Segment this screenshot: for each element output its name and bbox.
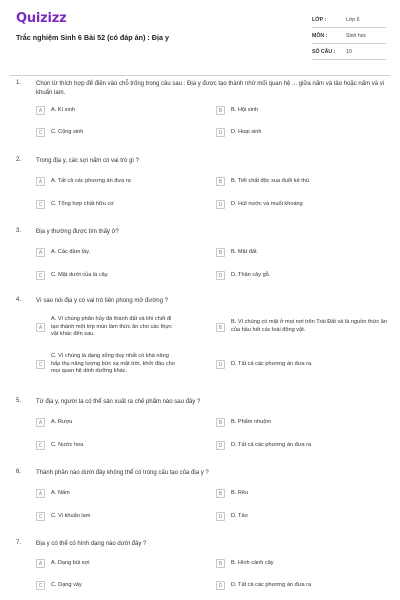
option-c[interactable] [36,200,114,209]
question-text: Địa y có thể có hình dạng nào dưới đây ? [36,541,147,547]
option-letter-box: D [216,128,225,137]
option-d[interactable] [216,200,303,209]
meta-value: Sinh học [346,32,367,39]
option-letter-box: C [36,512,45,521]
option-text: A. Kí sinh [51,106,75,113]
option-d[interactable] [216,512,248,521]
question-text: Địa y thường được tìm thấy ở? [36,229,119,235]
meta-key: MÔN : [312,32,328,39]
option-text: B. Rêu [231,489,249,496]
option-text: B. Hội sinh [231,106,259,113]
option-a[interactable] [36,248,90,257]
meta-key: LỚP : [312,16,327,23]
option-letter-box: D [216,360,225,369]
option-text: B. Phẩm nhuộm [231,418,272,425]
option-letter-box: C [36,200,45,209]
option-text: D. Tất cả các phương án đưa ra [231,441,312,448]
meta-value: Lớp 6 [346,16,360,23]
question-text: Trong địa y, các sợi nấm có vai trò gì ? [36,158,139,164]
meta-value: 10 [346,48,352,55]
question-number: 2. [16,157,22,163]
option-letter-box: A [36,418,45,427]
option-letter-box: C [36,128,45,137]
option-letter-box: A [36,323,45,332]
option-text: B. Mặt đất. [231,248,259,255]
option-letter-box: A [36,489,45,498]
option-d[interactable] [216,128,261,137]
option-letter-box: A [36,106,45,115]
option-b[interactable] [216,319,389,334]
option-text: D. Tảo [231,512,248,519]
option-letter-box: D [216,512,225,521]
option-a[interactable] [36,177,131,186]
option-b[interactable] [216,106,258,115]
option-b[interactable] [216,177,309,186]
question-number: 1. [16,80,22,86]
option-letter-box: B [216,418,225,427]
question-number: 3. [16,228,22,234]
option-c[interactable] [36,441,83,450]
option-text: C. Vì chúng là dạng sống duy nhất có khả năng hấp thụ năng lượng bức xạ mặt trời, khởi đầu cho mọi quan hệ dinh dưỡng khác. [51,353,175,375]
option-letter-box: A [36,248,45,257]
option-c[interactable] [36,271,109,280]
option-letter-box: B [216,248,225,257]
question-text: Chọn từ thích hợp để điền vào chỗ trống trong câu sau : Địa y được tạo thành nhờ mối quan hệ ... giữa nấm và tảo hoặc nấm và vi khuẩn lam. [36,81,385,96]
option-text: D. Tất cả các phương án đưa ra [231,581,312,588]
meta-key: SỐ CÂU : [312,48,336,55]
option-letter-box: B [216,489,225,498]
option-letter-box: B [216,559,225,568]
meta-row-class [312,12,386,28]
question-number: 7. [16,540,22,546]
question-number: 5. [16,398,22,404]
option-b[interactable] [216,248,258,257]
option-letter-box: A [36,177,45,186]
option-text: D. Hút nước và muối khoáng [231,200,303,207]
option-text: D. Thân cây gỗ. [231,271,271,278]
meta-row-subject [312,28,386,44]
option-a[interactable] [36,106,75,115]
option-text: A. Nấm [51,489,70,496]
option-b[interactable] [216,489,248,498]
option-c[interactable] [36,512,90,521]
quizizz-logo: Quizizz [16,11,67,26]
option-text: C. Nước hoa [51,441,84,448]
option-text: A. Tất cả các phương án đưa ra [51,177,131,184]
option-b[interactable] [216,559,274,568]
option-letter-box: C [36,581,45,590]
question-number: 6. [16,469,22,475]
question-text: Thành phần nào dưới đây không thể có trong cấu tạo của địa y ? [36,470,209,476]
option-b[interactable] [216,418,271,427]
option-text: A. Các đầm lầy. [51,248,91,255]
option-text: A. Dạng búi sợi [51,559,90,566]
option-d[interactable] [216,581,311,590]
question-number: 4. [16,297,22,303]
option-d[interactable] [216,271,270,280]
option-text: C. Mặt dưới của lá cây. [51,271,109,278]
option-text: C. Dạng vảy [51,581,82,588]
question-text: Vì sao nói địa y có vai trò tiên phong mở đường ? [36,298,168,304]
option-letter-box: C [36,441,45,450]
option-text: B. Vì chúng có mặt ở mọi nơi trên Trái Đất và là nguồn thức ăn của hầu hết các loài động vật. [231,319,387,333]
option-d[interactable] [216,360,313,369]
option-text: C. Cộng sinh [51,128,84,135]
option-a[interactable] [36,316,177,339]
option-letter-box: A [36,559,45,568]
option-letter-box: D [216,271,225,280]
header-divider [10,75,390,76]
option-text: B. Hình cành cây [231,559,274,566]
option-text: B. Tiết chất độc xua đuổi kẻ thù [231,177,310,184]
option-text: C. Vi khuẩn lam [51,512,91,519]
option-letter-box: C [36,271,45,280]
page-title: Trắc nghiệm Sinh 6 Bài 52 (có đáp án) : Địa y [16,33,169,42]
meta-table [312,12,386,60]
option-c[interactable] [36,128,83,137]
option-letter-box: B [216,106,225,115]
option-c[interactable] [36,353,177,376]
question-text: Từ địa y, người ta có thể sản xuất ra chế phẩm nào sau đây ? [36,399,201,405]
option-letter-box: D [216,200,225,209]
option-letter-box: B [216,323,225,332]
option-text: A. Rượu [51,418,73,425]
option-letter-box: B [216,177,225,186]
option-a[interactable] [36,418,72,427]
option-letter-box: D [216,581,225,590]
option-text: A. Vì chúng phân hủy đá thành đất và khi chết đi tạo thành một lớp mùn làm thức ăn cho các thực vật khác đến sau. [51,316,172,338]
option-text: D. Hoại sinh [231,128,262,135]
meta-row-count [312,44,386,60]
option-d[interactable] [216,441,311,450]
option-text: D. Tất cả các phương án đưa ra. [231,360,313,367]
option-text: C. Tổng hợp chất hữu cơ [51,200,114,207]
option-letter-box: C [36,360,45,369]
option-a[interactable] [36,559,90,568]
option-a[interactable] [36,489,70,498]
option-c[interactable] [36,581,82,590]
option-letter-box: D [216,441,225,450]
